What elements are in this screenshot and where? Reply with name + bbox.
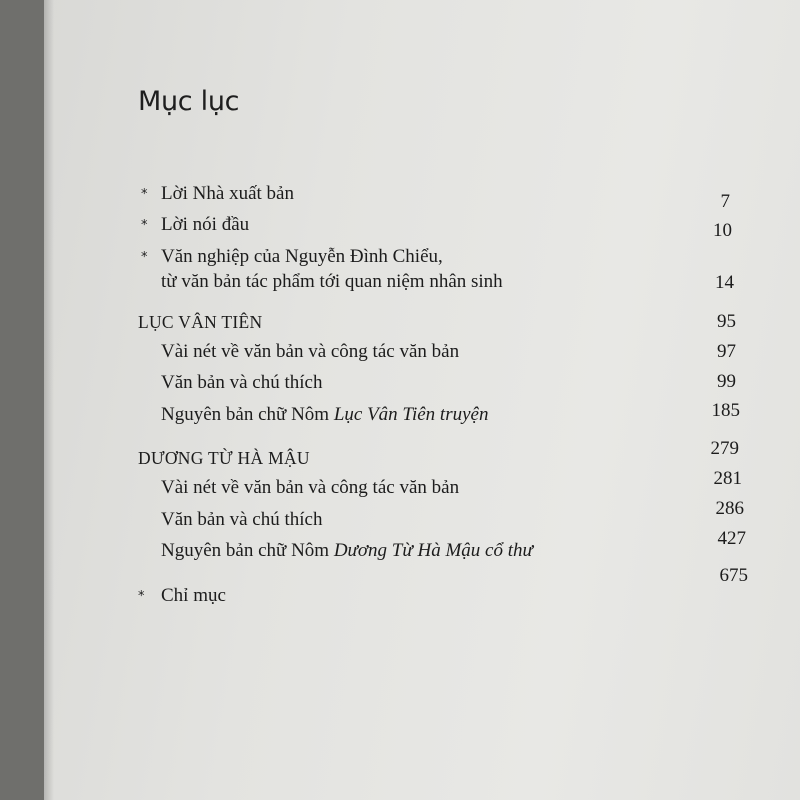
page-title: Mục lục — [138, 86, 240, 117]
toc-entry[interactable] — [0, 468, 800, 503]
bullet-star: * — [141, 218, 148, 233]
toc-entry-label: Vài nét về văn bản và công tác văn bản — [161, 341, 460, 362]
toc-entry-label: Lời Nhà xuất bản — [161, 183, 294, 204]
bullet-star: * — [141, 250, 148, 265]
toc-entry-label — [161, 404, 488, 426]
toc-page-number: 279 — [710, 438, 739, 459]
toc-section-heading: DƯƠNG TỪ HÀ MẬU — [138, 448, 310, 468]
toc-entry-label — [161, 540, 533, 562]
toc-entry-publisher-note[interactable] — [0, 183, 800, 212]
toc-page-number: 7 — [720, 191, 730, 212]
toc-page-number: 97 — [717, 341, 736, 362]
toc-entry[interactable] — [0, 341, 800, 367]
bullet-star: * — [141, 187, 148, 202]
label-italic-title: Lục Vân Tiên truyện — [333, 404, 489, 425]
toc-section-luc-van-tien[interactable] — [0, 310, 800, 336]
toc-entry[interactable] — [0, 372, 800, 398]
toc-page-number: 95 — [717, 311, 736, 332]
label-italic-title: Dương Từ Hà Mậu cổ thư — [333, 540, 533, 561]
toc-section-duong-tu-ha-mau[interactable] — [0, 438, 800, 472]
book-page — [44, 0, 800, 800]
toc-page-number: 281 — [713, 468, 742, 489]
toc-entry[interactable] — [0, 400, 800, 430]
toc-page-number: 14 — [715, 272, 734, 293]
toc-entry-essay[interactable] — [0, 246, 800, 298]
toc-entry-label: Văn bản và chú thích — [161, 372, 323, 393]
toc-entry-label-line1: Văn nghiệp của Nguyễn Đình Chiểu, — [161, 246, 443, 267]
toc-entry-label: Chỉ mục — [161, 585, 226, 606]
page-gutter-shadow — [44, 0, 54, 800]
toc-section-heading: LỤC VÂN TIÊN — [138, 312, 263, 332]
toc-page-number: 675 — [719, 565, 748, 586]
toc-page-number: 286 — [715, 498, 744, 519]
toc-entry-label: Lời nói đầu — [161, 214, 250, 235]
toc-entry[interactable] — [0, 498, 800, 535]
bullet-star: * — [138, 589, 145, 604]
toc-page-number: 10 — [713, 220, 732, 241]
toc-entry-label: Vài nét về văn bản và công tác văn bản — [161, 477, 460, 498]
label-text: Nguyên bản chữ Nôm — [161, 540, 334, 561]
toc-page-number: 427 — [717, 528, 746, 549]
toc-entry[interactable] — [0, 528, 800, 566]
toc-entry-label: Văn bản và chú thích — [161, 509, 323, 530]
toc-page-number: 99 — [717, 371, 736, 392]
toc-entry-preface[interactable] — [0, 214, 800, 240]
toc-entry-index[interactable] — [0, 565, 800, 611]
label-text: Nguyên bản chữ Nôm — [161, 404, 334, 425]
toc-entry-label-line2: từ văn bản tác phẩm tới quan niệm nhân sinh — [161, 271, 503, 292]
toc-page-number: 185 — [711, 400, 740, 421]
